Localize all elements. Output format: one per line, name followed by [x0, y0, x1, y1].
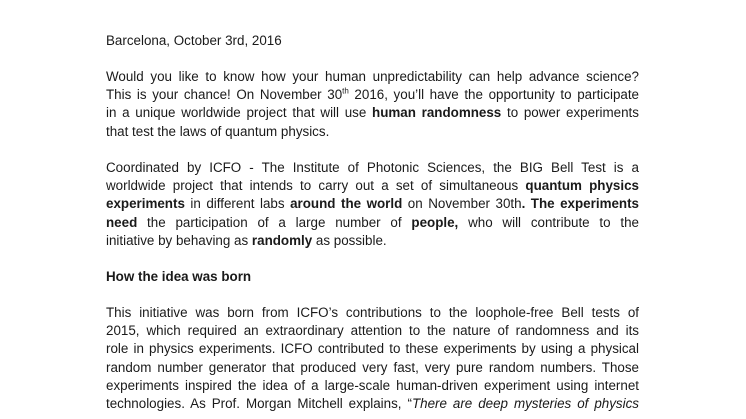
origin-line-1: This initiative was born from ICFO’s contributions to the loophole-free Bell tests of [106, 305, 639, 320]
intro-line-4: that test the laws of quantum physics. [106, 123, 330, 139]
intro-paragraph [106, 68, 639, 141]
origin-paragraph [106, 304, 639, 413]
date-line [106, 32, 639, 50]
origin-line-4: random number generator that produced very fast, very pure random numbers. Those [106, 359, 639, 375]
intro-line-1: Would you like to know how your human unpredictability can help advance science? [106, 69, 639, 84]
project-line-1: Coordinated by ICFO - The Institute of Photonic Sciences, the BIG Bell Test is a [106, 160, 639, 175]
project-line-4: need the participation of a large number of people, who will contribute to the [106, 214, 639, 230]
intro-line-3: in a unique worldwide project that will use human randomness to power experiments [106, 105, 639, 121]
origin-line-6: technologies. As Prof. Morgan Mitchell explains, “There are deep mysteries of physics [106, 396, 639, 412]
section-heading [106, 268, 639, 286]
heading-text: How the idea was born [106, 269, 252, 284]
project-line-3: experiments in different labs around the world on November 30th. The experiments [106, 196, 640, 212]
origin-line-3: role in physics experiments. ICFO contributed to these experiments by using a physical [106, 341, 639, 357]
origin-line-5: experiments inspired the idea of a large-scale human-driven experiment using internet [106, 377, 639, 393]
project-line-5: initiative by behaving as randomly as possible. [106, 232, 387, 248]
origin-line-2: 2015, which required an extraordinary attention to the nature of randomness and its [106, 323, 639, 339]
intro-line-2: This is your chance! On November 30th 2016, you’ll have the opportunity to participate [106, 86, 640, 103]
project-line-2: worldwide project that intends to carry out a set of simultaneous quantum physics [106, 178, 639, 194]
project-paragraph [106, 159, 639, 250]
date-text: Barcelona, October 3rd, 2016 [106, 33, 282, 48]
human-randomness-emphasis: human randomness [372, 105, 502, 121]
